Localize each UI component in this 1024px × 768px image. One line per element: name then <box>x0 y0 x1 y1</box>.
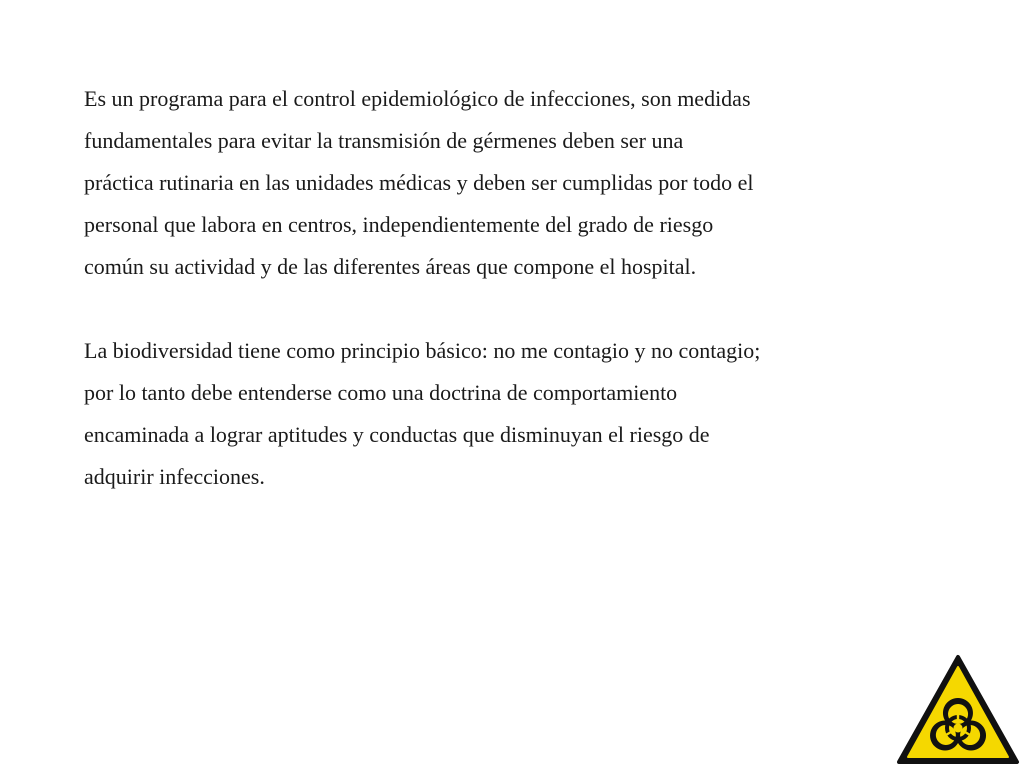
paragraph-2-line: adquirir infecciones. <box>84 464 265 489</box>
paragraph-1-line: Es un programa para el control epidemiológico de infecciones, son medidas <box>84 86 751 111</box>
paragraph-1-line: práctica rutinaria en las unidades médicas y deben ser cumplidas por todo el <box>84 170 754 195</box>
paragraph-1 <box>84 78 864 288</box>
paragraph-1-line: personal que labora en centros, independientemente del grado de riesgo <box>84 212 714 237</box>
paragraph-2-line: por lo tanto debe entenderse como una doctrina de comportamiento <box>84 380 678 405</box>
paragraph-gap <box>84 288 864 330</box>
paragraph-1-line: fundamentales para evitar la transmisión de gérmenes deben ser una <box>84 128 684 153</box>
paragraph-2-line: encaminada a lograr aptitudes y conductas que disminuyan el riesgo de <box>84 422 710 447</box>
paragraph-2-line: La biodiversidad tiene como principio básico: no me contagio y no contagio; <box>84 338 761 363</box>
paragraph-1-line: común su actividad y de las diferentes áreas que compone el hospital. <box>84 254 697 279</box>
body-text <box>84 78 864 498</box>
biohazard-warning-icon <box>896 654 1020 766</box>
paragraph-2 <box>84 330 864 498</box>
